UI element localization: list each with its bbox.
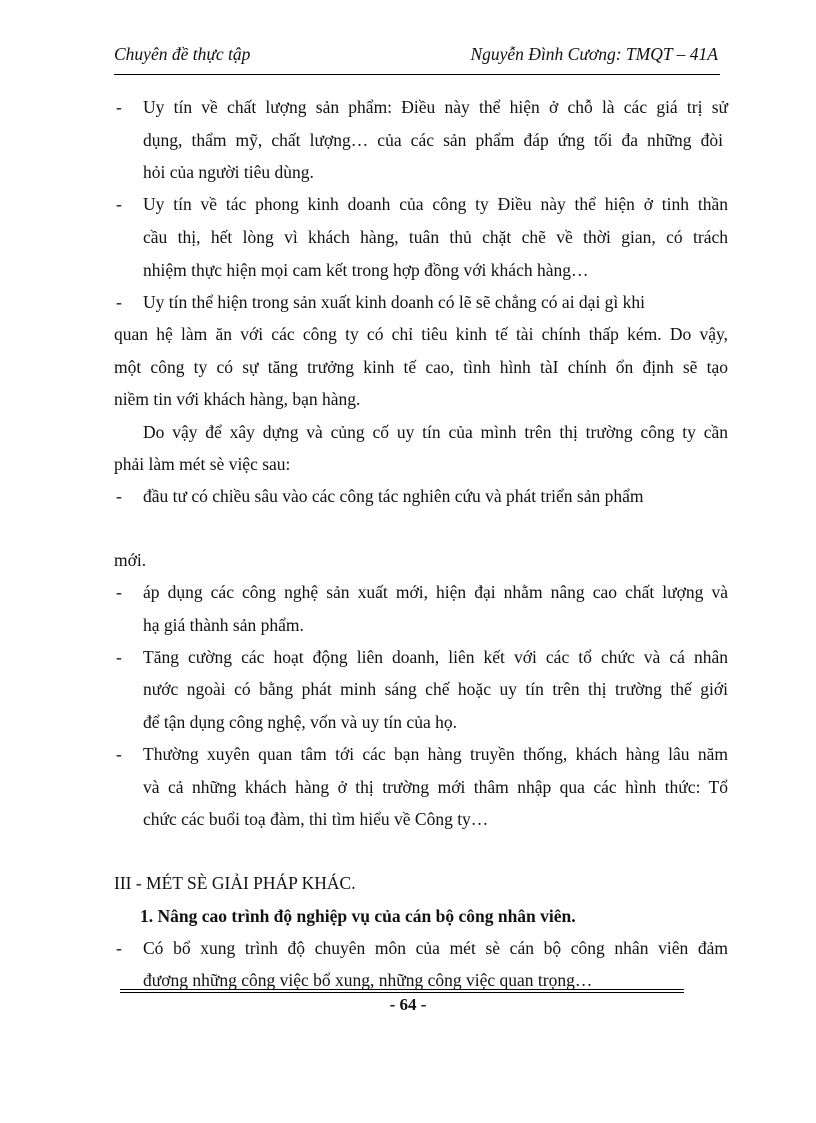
paragraph-line: Uy tín về chất lượng sản phẩm: Điều này thể hiện ở chỗ là các giá trị sử [143,97,728,117]
paragraph-line: và cả những khách hàng ở thị trường mới thâm nhập qua các hình thức: Tổ [143,777,728,797]
paragraph-line: đầu tư có chiều sâu vào các công tác nghiên cứu và phát triển sản phẩm [143,486,644,506]
paragraph-line: cầu thị, hết lòng vì khách hàng, tuân thủ chặt chẽ về thời gian, có trách [143,227,728,247]
paragraph-line: phải làm mét sè việc sau: [114,454,291,474]
paragraph-line: nhiệm thực hiện mọi cam kết trong hợp đồng với khách hàng… [143,260,589,280]
paragraph-line: một công ty có sự tăng trưởng kinh tế cao, tình hình tàI chính ổn định sẽ tạo [114,357,728,377]
header-course-title: Chuyên đề thực tập [114,44,251,64]
paragraph-line: Uy tín thể hiện trong sản xuất kinh doanh có lẽ sẽ chẳng có ai dại gì khi [143,292,646,312]
paragraph-line: Thường xuyên quan tâm tới các bạn hàng truyền thống, khách hàng lâu năm [143,744,728,764]
subheading: 1. Nâng cao trình độ nghiệp vụ của cán bộ công nhân viên. [140,906,576,926]
paragraph-line: Có bổ xung trình độ chuyên môn của mét sè cán bộ công nhân viên đảm [143,938,728,958]
paragraph-line: hỏi của người tiêu dùng. [143,162,314,182]
paragraph-line: dụng, thẩm mỹ, chất lượng… của các sản phẩm đáp ứng tối đa những đòi [143,130,723,150]
paragraph-line: quan hệ làm ăn với các công ty có chỉ tiêu kinh tế tài chính thấp kém. Do vậy, [114,324,728,344]
paragraph-line: hạ giá thành sản phẩm. [143,615,304,635]
page-header [114,44,718,72]
paragraph-line: Tăng cường các hoạt động liên doanh, liên kết với các tổ chức và cá nhân [143,647,728,667]
footer-rule [120,989,684,990]
paragraph-line: mới. [114,550,147,570]
paragraph-line: Uy tín về tác phong kinh doanh của công ty Điều này thể hiện ở tinh thần [143,194,728,214]
document-page: Chuyên đề thực tập Nguyễn Đình Cương: TMQT – 41A - Uy tín về chất lượng sản phẩm: Điều này thể hiện ở chỗ là các giá trị sử dụng, thẩm mỹ, chất lượng… của các sản phẩm đáp ứng tối đa những đòi hỏi của người tiêu dùng. - Uy tín về tác phong kinh doanh của công ty Điều này thể hiện ở tinh thần cầu thị, hết lòng vì khách hàng, tuân thủ chặt chẽ về thời gian, có trách nhiệm thực hiện mọi cam kết trong hợp đồng với khách hàng… - Uy tín thể hiện trong sản xuất kinh doanh có lẽ sẽ chẳng có ai dại gì khi quan hệ làm ăn với các công ty có chỉ tiêu kinh tế tài chính thấp kém. Do vậy, một công ty có sự tăng trưởng kinh tế cao, tình hình tàI chính ổn định sẽ tạo niềm tin với khách hàng, bạn hàng. Do vậy để xây dựng và củng cố uy tín của mình trên thị trường công ty cần phải làm mét sè việc sau: - đầu tư có chiều sâu vào các công tác nghiên cứu và phát triển sản phẩm mới. - áp dụng các công nghệ sản xuất mới, hiện đại nhằm nâng cao chất lượng và hạ giá thành sản phẩm. - Tăng cường các hoạt động liên doanh, liên kết với các tổ chức và cá nhân nước ngoài có bằng phát minh sáng chế hoặc uy tín trên thị trường thế giới để tận dụng công nghệ, vốn và uy tín của họ. - Thường xuyên quan tâm tới các bạn hàng truyền thống, khách hàng lâu năm và cả những khách hàng ở thị trường mới thâm nhập qua các hình thức: Tổ chức các buổi toạ đàm, thi tìm hiểu về Công ty… III - MÉT SÈ GIẢI PHÁP KHÁC. 1. Nâng cao trình độ nghiệp vụ của cán bộ công nhân viên. - Có bổ xung trình độ chuyên môn của mét sè cán bộ công nhân viên đảm đương những công việc bổ xung, những công việc quan trọng… - 64 - [0,0,816,1123]
section-heading: III - MÉT SÈ GIẢI PHÁP KHÁC. [114,873,356,893]
paragraph-line: đương những công việc bổ xung, những công việc quan trọng… [143,970,593,990]
paragraph-line: nước ngoài có bằng phát minh sáng chế hoặc uy tín trên thị trường thế giới [143,679,728,699]
paragraph-line: chức các buổi toạ đàm, thi tìm hiểu về Công ty… [143,809,489,829]
header-rule [114,74,720,75]
paragraph-line: để tận dụng công nghệ, vốn và uy tín của họ. [143,712,457,732]
paragraph-line: niềm tin với khách hàng, bạn hàng. [114,389,361,409]
paragraph-line: Do vậy để xây dựng và củng cố uy tín của mình trên thị trường công ty cần [143,422,728,442]
footer-rule [120,992,684,993]
page-number: - 64 - [389,995,427,1014]
header-author: Nguyễn Đình Cương: TMQT – 41A [470,44,718,64]
paragraph-line: áp dụng các công nghệ sản xuất mới, hiện đại nhằm nâng cao chất lượng và [143,582,728,602]
